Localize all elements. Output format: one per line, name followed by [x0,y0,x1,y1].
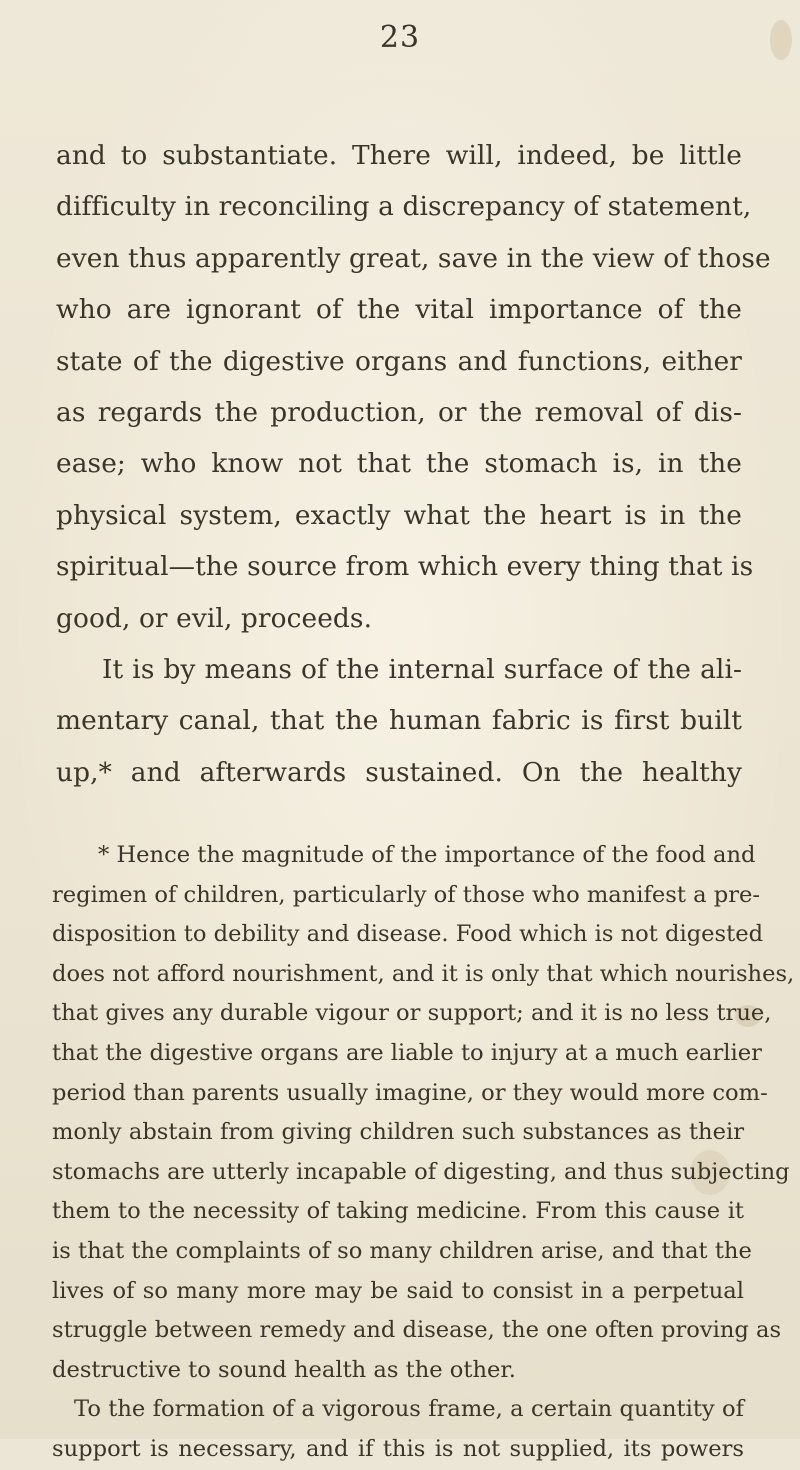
body-line: who are ignorant of the vital importance of the [56,294,742,326]
footnote-line: monly abstain from giving children such substances as their [52,1119,744,1146]
body-line: up,* and afterwards sustained. On the healthy [56,756,742,788]
body-line: difficulty in reconciling a discrepancy of statement, [56,191,752,223]
footnote-line: struggle between remedy and disease, the one often proving as [52,1317,782,1344]
body-line: even thus apparently great, save in the view of those [56,242,771,274]
body-line: ease; who know not that the stomach is, in the [56,448,742,480]
body-line: and to substantiate. There will, indeed, be little [56,140,742,171]
footnote-line: that the digestive organs are liable to injury at a much earlier [52,1039,762,1066]
body-line: good, or evil, proceeds. [56,602,373,634]
body-line: mentary canal, that the human fabric is first built [56,705,742,737]
footnote-line: To the formation of a vigorous frame, a certain quantity of [74,1396,744,1423]
footnote-line: is that the complaints of so many children arise, and that the [52,1237,752,1264]
page-number: 23 [379,20,421,55]
footnote-line: them to the necessity of taking medicine. From this cause it [52,1198,744,1225]
body-text [56,130,771,798]
body-line: state of the digestive organs and functions, either [56,345,742,377]
footnote-line: lives of so many more may be said to consist in a perpetual [52,1277,744,1304]
body-line: physical system, exactly what the heart is in the [56,499,742,531]
footnote-line: regimen of children, particularly of those who manifest a pre- [52,881,761,908]
footnote-line: period than parents usually imagine, or they would more com- [52,1079,768,1106]
footnote-line: support is necessary, and if this is not supplied, its powers [52,1435,744,1462]
footnote-line: stomachs are utterly incapable of digesting, and thus subjecting [52,1158,790,1185]
body-line: It is by means of the internal surface of the ali- [102,654,742,686]
footnote-line: that gives any durable vigour or support; and it is no less true, [52,1000,772,1027]
footnote-line: * Hence the magnitude of the importance of the food and [98,842,756,868]
footnote [52,836,795,1470]
footnote-line: destructive to sound health as the other. [52,1356,516,1383]
footnote-line: disposition to debility and disease. Food which is not digested [52,921,764,948]
footnote-line: does not afford nourishment, and it is only that which nourishes, [52,960,795,987]
body-line: spiritual—the source from which every thing that is [56,551,754,583]
body-line: as regards the production, or the removal of dis- [56,397,742,429]
